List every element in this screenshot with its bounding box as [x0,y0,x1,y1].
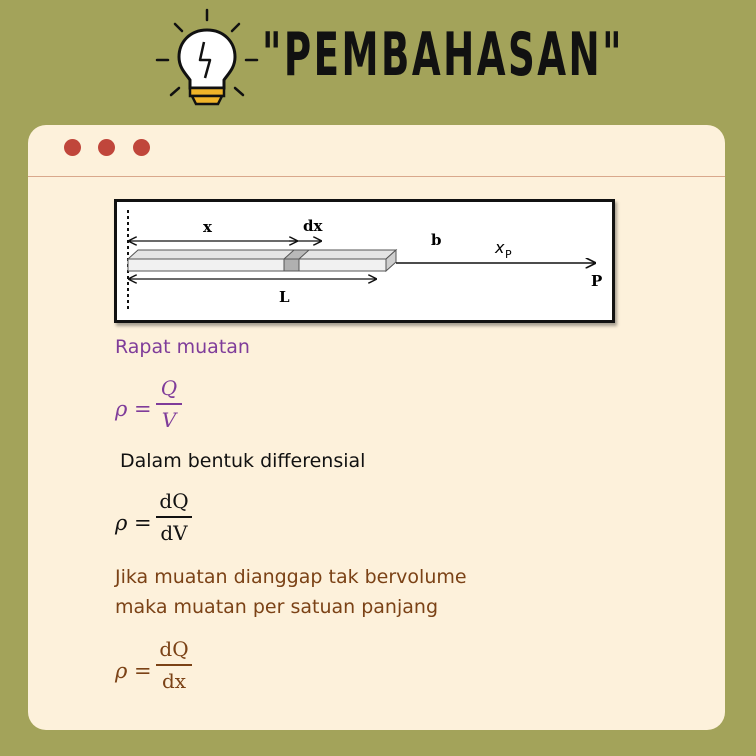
page-title: "PEMBAHASAN" [262,20,625,90]
formula1-lhs: ρ = [115,397,152,421]
label-xp: x [495,238,505,257]
formula3-denominator: dx [161,668,187,693]
label-p: P [591,272,603,290]
formula1-fraction [156,376,182,432]
formula3-fraction [156,637,192,693]
divider [28,176,725,177]
formula2-fraction [156,489,192,545]
dx-element [284,259,299,271]
rod-diagram [114,199,615,323]
formula1-numerator: Q [160,376,178,400]
window-dot-icon [64,139,81,156]
formula2-numerator: dQ [159,489,189,513]
window-dot-icon [133,139,150,156]
lightbulb-icon [155,8,260,113]
label-b: b [431,231,442,249]
label-x: x [203,218,212,236]
content-card [28,125,725,730]
formula3-lhs: ρ = [115,659,152,683]
formula2-denominator: dV [160,520,188,545]
formula3-numerator: dQ [159,637,189,661]
charged-rod [128,259,386,271]
label-dx: dx [303,217,323,235]
line-charge-text-2: maka muatan per satuan panjang [115,596,438,618]
differential-heading: Dalam bentuk differensial [120,450,366,472]
formula1-denominator: V [161,407,177,432]
label-L: L [279,288,290,306]
formula2-lhs: ρ = [115,511,152,535]
rod-diagram-svg [117,202,612,320]
header [0,0,756,120]
label-xp-sub: P [505,248,512,261]
line-charge-text-1: Jika muatan dianggap tak bervolume [115,566,467,588]
window-dot-icon [98,139,115,156]
charge-density-heading: Rapat muatan [115,336,250,358]
